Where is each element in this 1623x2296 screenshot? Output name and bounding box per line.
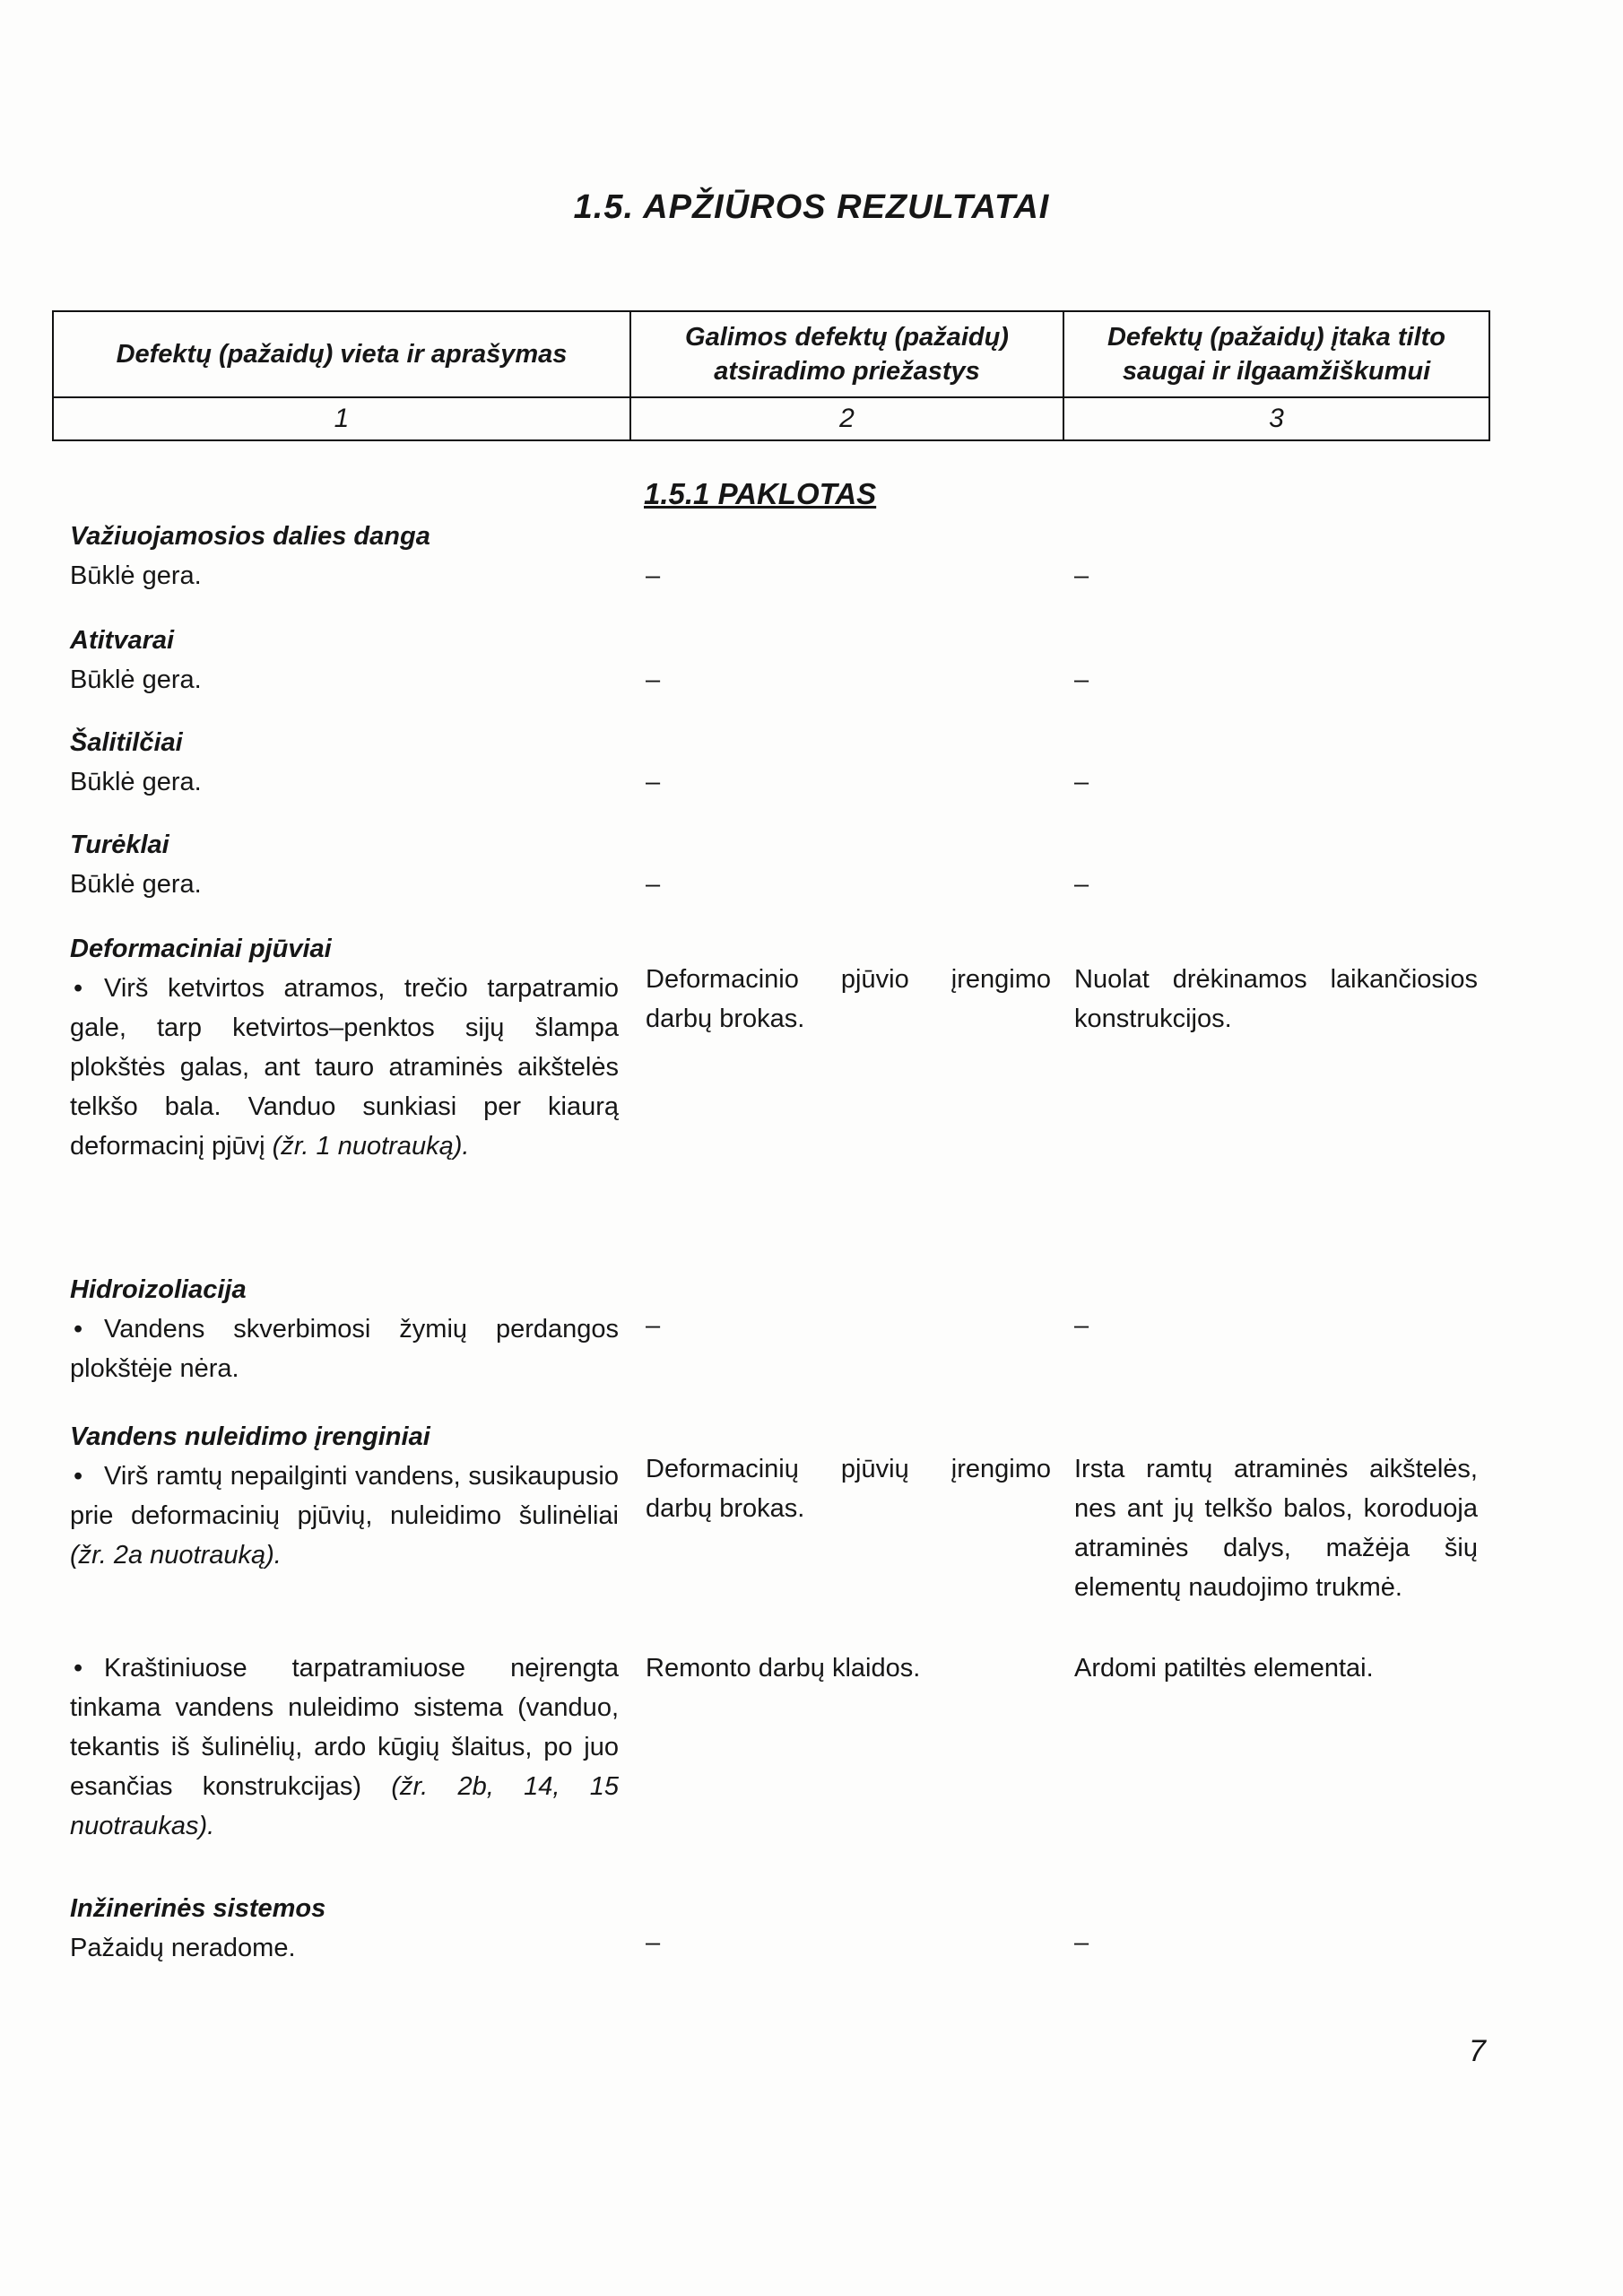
section-bullet-text: • Vandens skverbimosi žymių perdangos plokštėje nėra. [70,1309,619,1388]
section-bullet-text: • Virš ketvirtos atramos, trečio tarpatramio gale, tarp ketvirtos–penktos sijų šlampa plokštės galas, ant tauro atraminės aikštelės telkšo bala. Vanduo sunkiasi per kiaurą deformacinį pjūvį (žr. 1 nuotrauką). [70,969,619,1166]
section-heading: Hidroizoliacija [70,1275,247,1304]
impact-text: Ardomi patiltės elementai. [1074,1654,1374,1683]
section-sidewalks [70,723,619,802]
header-col-causes: Galimos defektų (pažaidų) atsiradimo priežastys [630,311,1063,397]
header-col-impact: Defektų (pažaidų) įtaka tilto saugai ir ilgaamžiškumui [1063,311,1489,397]
section-heading: Inžinerinės sistemos [70,1894,326,1923]
page-number: 7 [1469,2034,1486,2068]
section-bullet-text: • Kraštiniuose tarpatramiuose neįrengta tinkama vandens nuleidimo sistema (vanduo, tekantis iš šulinėlių, ardo kūgių šlaitus, po juo esančias konstrukcijas) (žr. 2b, 14, 15 nuotraukas). [70,1648,619,1846]
impact-text: – [1074,1311,1089,1340]
cause-text: – [646,1311,661,1340]
section-heading: Turėklai [70,831,169,859]
section-drainage-edge-spans [70,1648,619,1846]
cause-text: Deformacinio pjūvio įrengimo darbų brokas. [646,965,1051,1033]
section-expansion-joints [70,929,619,1166]
impact-text: – [1074,561,1089,590]
section-heading: Važiuojamosios dalies danga [70,522,430,551]
cause-text: Remonto darbų klaidos. [646,1654,921,1683]
cause-text: – [646,665,661,694]
header-num-3: 3 [1063,397,1489,440]
results-table-header [52,310,1490,441]
section-text: Būklė gera. [70,561,202,590]
cause-text: – [646,1928,661,1957]
section-subtitle: 1.5.1 PAKLOTAS [644,477,877,510]
section-heading: Šalitilčiai [70,728,183,757]
section-heading: Deformaciniai pjūviai [70,935,332,963]
cause-text: – [646,561,661,590]
section-text: Pažaidų neradome. [70,1934,296,1962]
section-bullet-text: • Virš ramtų nepailginti vandens, susikaupusio prie deformacinių pjūvių, nuleidimo šulinėliai (žr. 2a nuotrauką). [70,1457,619,1575]
header-num-1: 1 [53,397,630,440]
impact-text: Irsta ramtų atraminės aikštelės, nes ant jų telkšo balos, koroduoja atraminės dalys, mažėja šių elementų naudojimo trukmė. [1074,1455,1478,1602]
section-text: Būklė gera. [70,665,202,694]
header-col-location: Defektų (pažaidų) vieta ir aprašymas [53,311,630,397]
impact-text: – [1074,665,1089,694]
section-railings [70,825,619,904]
section-engineering-systems [70,1889,619,1968]
cause-text: – [646,768,661,796]
impact-text: – [1074,1928,1089,1957]
cause-text: Deformacinių pjūvių įrengimo darbų brokas. [646,1455,1051,1523]
section-barriers [70,621,619,700]
section-heading: Atitvarai [70,626,175,655]
impact-text: Nuolat drėkinamos laikančiosios konstrukcijos. [1074,965,1478,1033]
cause-text: – [646,870,661,899]
page-title: 1.5. APŽIŪROS REZULTATAI [573,188,1050,226]
section-text: Būklė gera. [70,870,202,899]
impact-text: – [1074,870,1089,899]
section-drainage [70,1417,619,1575]
photo-reference: (žr. 2b, 14, 15 nuotraukas). [70,1772,619,1840]
section-road-surface [70,517,619,596]
photo-reference: (žr. 1 nuotrauką). [272,1132,470,1161]
section-waterproofing [70,1270,619,1388]
impact-text: – [1074,768,1089,796]
section-heading: Vandens nuleidimo įrenginiai [70,1422,430,1451]
header-num-2: 2 [630,397,1063,440]
section-text: Būklė gera. [70,768,202,796]
photo-reference: (žr. 2a nuotrauką). [70,1541,282,1570]
